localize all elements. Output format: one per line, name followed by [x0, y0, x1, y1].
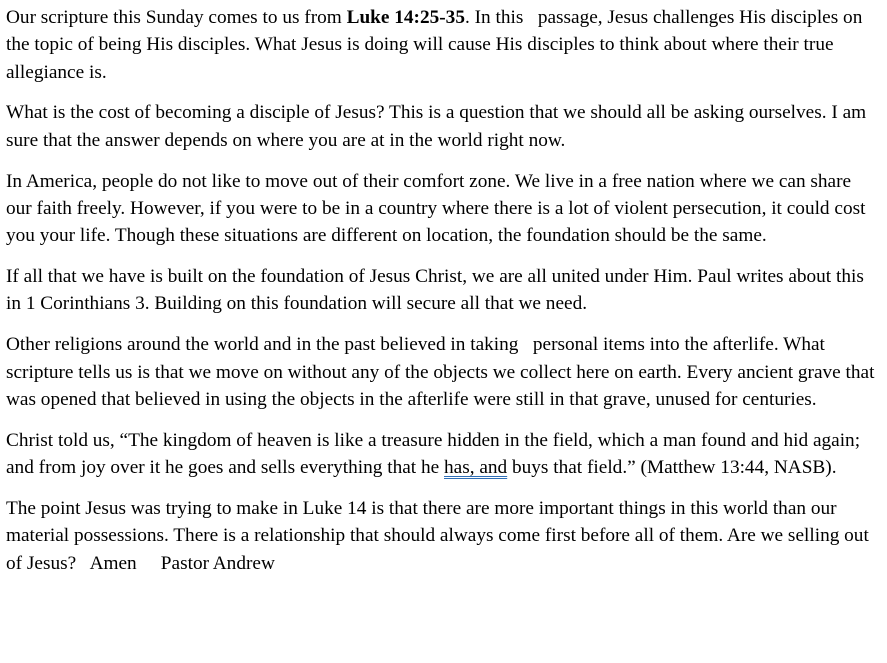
- amen: Amen: [89, 552, 137, 574]
- religions-start: Other religions around the world and in the past believed in taking: [6, 334, 519, 356]
- paragraph-intro: [6, 4, 878, 86]
- document-body: [6, 4, 878, 577]
- quote-before: Christ told us, “The kingdom of heaven is like a treasure hidden in the field, which a man found and hid again; and from joy over it he goes and sells everything that he: [6, 429, 861, 479]
- intro-text: Our scripture this Sunday comes to us from: [6, 7, 347, 28]
- intro-after-reference: . In this: [464, 7, 524, 28]
- religions-gap: [518, 334, 532, 355]
- closing-gap-2: [137, 553, 161, 574]
- paragraph-religions: [6, 331, 878, 413]
- intro-rest: passage, Jesus challenges His disciples on the topic of being His disciples. What Jesus is doing will cause His disciples to think about where their true allegiance is.: [6, 7, 863, 83]
- intro-gap: [523, 7, 537, 28]
- quote-after: buys that field.” (Matthew 13:44, NASB).: [507, 457, 837, 479]
- paragraph-foundation: If all that we have is built on the foundation of Jesus Christ, we are all united under Him. Paul writes about this in 1 Corinthians 3. Building on this foundation will secure all that we need.: [6, 266, 864, 315]
- paragraph-quote: [6, 427, 878, 482]
- scripture-reference: Luke 14:25-35: [346, 7, 465, 28]
- paragraph-america: In America, people do not like to move out of their comfort zone. We live in a free nation where we can share our faith freely. However, if you were to be in a country where there is a lot of violent persecution, it could cost you your life. Though these situations are different on location, the foundation should be the same.: [6, 170, 866, 247]
- signature: Pastor Andrew: [160, 552, 275, 574]
- closing-text: The point Jesus was trying to make in Luke 14 is that there are more important things in this world than our material possessions. There is a relationship that should always come first before all of them. Are we selling out of Jesus?: [6, 498, 869, 574]
- religions-rest: personal items into the afterlife. What scripture tells us is that we move on without any of the objects we collect here on earth. Every ancient grave that was opened that believed in using the objects in the afterlife were still in that grave, unused for centuries.: [6, 334, 875, 410]
- paragraph-cost: What is the cost of becoming a disciple of Jesus? This is a question that we should all be asking ourselves. I am sure that the answer depends on where you are at in the world right now.: [6, 102, 867, 151]
- closing-gap-1: [76, 553, 89, 574]
- paragraph-closing: [6, 495, 878, 577]
- grammar-flagged-text[interactable]: has, and: [444, 457, 508, 479]
